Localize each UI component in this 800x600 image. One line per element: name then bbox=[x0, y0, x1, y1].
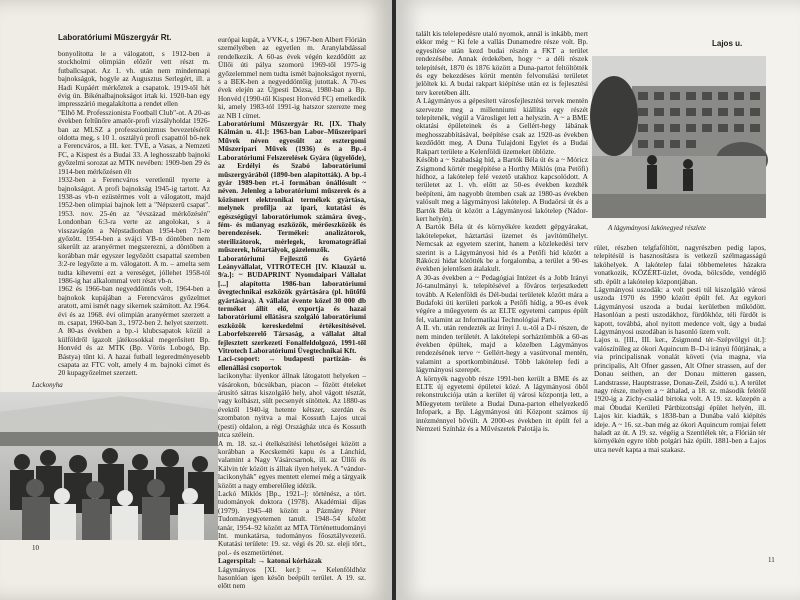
left-page bbox=[0, 0, 392, 600]
lacikonyha-photo-image bbox=[0, 392, 218, 540]
running-header: Laboratóriumi Műszergyár Rt. bbox=[58, 33, 172, 42]
paragraph: bonyolította le a válogatott, s 1912-ben a stockholmi olimpián előzőr vett részt m. futballcsapat. Az 1. vh. után nem mindennapi bajnokságok, hogyle az Augusztus Serlegért, ill. a Hadi Kupáért mérkőztek a csapatok. 1919-től hét évig ún. Bikénalbajnokságot írtak ki. 1920-ban egy impresszárió megalakította a rendet ellen bbox=[58, 49, 210, 109]
paragraph: A Bartók Béla út és környékére kezdett gépgyárakat, lakótelepeket, háztartási üzemet és javítóműhelyt. Nemcsak az egyetem szerint, hanem a közlekedési terv szerint is a Lágymányosi híd és a Petőfi híd között a Rákóczi hidat kötötték be a forgalomba, a terület a 90-es években jelentősen átalakult. bbox=[416, 222, 588, 274]
entry-laboratoriumi-muszergyar: Laboratóriumi Műszergyár Rt. [IX. Thaly Kálmán u. 41.]: 1963-ban Labor–Műszeripari Művek néven egyesült az esztergomi Műszeripari Művek (1936) és a Bp.-i Laboratóriumi Felszerelések Gyára (ügyelőde), az Erdélyi és Szabó laboratóriumi műszergyárából (1890-ben alapították). A bp.-i gyár 1989-ben rt.-i formában önállósult ~ néven. Jelenleg a laboratóriumi műszerek és a közismert elektronikai termékek gyártása, melynek profilja az ipari, kutatási és egészségügyi laboratóriumok számára üveg-, fém- és műanyag eszközök, mérőeszközök és berendezések. Termékei: analizátorok, sterilizátorok, mérlegek, kromatográfiai műszerek, hőtartályok, gázelemzők. bbox=[218, 119, 366, 255]
entry-laci-csoport: Laci-csoport: → budapesti partizán- és ellenállási csoportok bbox=[218, 354, 366, 372]
paragraph: 1962 és 1966-ban negyeddöntős volt, 1964-ben a bajnokok kupájában a Ferencváros győzelmet aratott, ami ismét nagy sikernek számított. Az 1964. évi és az 1968. évi olimpián aranyérmet szerzett a m. csapat, 1960-ban 3., 1972-ben 2. helyet szerzett. bbox=[58, 284, 210, 327]
paragraph: A 80-as években a bp.-i klubcsapatok közül a külföldről ígazolt játékosokkal megerősített Bp. Honvéd és az MTK (Bp. Vörös Lobogó, Bp. Bástya) tűnt ki. A hazai futball legeredményesebb csapata az FTC volt, amely 4 m. bajnoki címet és 20 kupagyőzelmet szerzett. bbox=[58, 326, 210, 378]
paragraph: A környék nagyobb része 1991-ben került a BME és az ELTE új egyetemi épületei közé. A lágymányosi öböl rekonstrukciója után a kerület új városi központja lett, a Műegyetem területe a Budai Duna-parton elhelyezkedő Infopark, a Bp. Lágymányosi úti Központ számos új intézménnyel bővült. A 2000-es években itt épült fel a Nemzeti Színház és a Művészetek Palotája is. bbox=[416, 373, 588, 434]
text-column-1 bbox=[416, 30, 588, 578]
paragraph: "Elhő M. Professzionista Football Club"-ot. A 20-as években feltűnőre amatőr-profi vizsályholdat 1926-ban az MLSZ a professzionizmus bevezetéséről oldotta meg, s 10 1. osztályú profi csapattól bő-nek a Ferencváros, a III. ker. TVE, a Vasas, a Nemzeti FC, a Kispest és a Budai 33. A leghosszabb bajnoki győzelmi sorozat az MTK nevében: 1909-ben 29 és 1914-ben mérkőzésen élt bbox=[58, 107, 210, 176]
lagymanyos-photo-image bbox=[592, 56, 766, 218]
page-number: 10 bbox=[32, 544, 39, 552]
photo-caption: A lágymányosi lakónegyed részlete bbox=[608, 224, 707, 232]
entry-lacko-miklos: Lackó Miklós [Bp., 1921–]: történész, a tört. tudományok doktora (1978). Akadémiai díjas (1979). 1945–48 között a Pázmány Péter Tudományegyetemen tanult. 1948–54 között tanár, 1954–92 között az MTA Történettudományi Int. munkatársa, tudományos főosztályvezető. Kutatási területe: 19. sz. végi és 20. sz. eleji tört., pol.- és eszmetörténet. bbox=[218, 488, 366, 557]
text-column-2 bbox=[218, 35, 366, 591]
paragraph: 1932-ben a Ferencváros veretlenül nyerte a bajnokságot. A profi bajnokság 1945-ig tartott. Az 1938-as vb-n ezüstérmes volt a válogatott, majd 1952-ben olimpiai bajnok lett a "Népszerű csapat". 1953. nov. 25-én az "évszázad mérkőzésén" Londonban 6:3-ra verte az angolokat, s a visszavágón a Népstadionban 1954-ben 7:1-re győzött. 1954-ben a svájci VB-n döntőben nem sikerült az aranyérmet megszerezni, a döntőben a korábban már egyszer legyőzött csapattal szemben 3:2-re legyőzte a m. válogatott. A m. – amelta sem tudta kihevemi ezt a vereséget, jóllehet 1958-tól 1986-ig hat alkalommal vett részt vb-n. bbox=[58, 175, 210, 285]
lagymanyos-photo bbox=[592, 56, 766, 218]
running-header: Lajos u. bbox=[712, 39, 743, 48]
paragraph: A II. vh. után rendezték az Irinyi J. u.-tól a D-i részen, de nem minden területét. A lakótelepi sorháztömbök a 60-as években épültek, majd a közelben Lágymányos rendezésének terve ~ Gellért-hegy a vasútvonal mentén, valamint a sportkombinátusé. Több lakótelep fedi a lágymányosi szerepét. bbox=[416, 323, 588, 375]
paragraph: talált kis telelepedésre utaló nyomok, annál is inkább, mert ekkor még ~ Ki fele a vallás Dunamedre része volt. Bp. egyesítése után kezd budai részén a FKT a terület rendezésébe. Annak érdekében, hogy ~ a déli részek telepítését, 1870 és 1876 között a Duna-partot feltöltötték és egy bekezdéses körút mentén felvonulási területet jelöltek ki. A budai rakpart kiépítése után ez is fejlesztési terv keretében állt. bbox=[416, 29, 588, 97]
entry-lagerspital: Lagerspital: → katonai kórházak bbox=[218, 556, 322, 566]
paragraph: Később a ~ Szabadság híd, a Bartók Béla út és a ~ Móricz Zsigmond körtér megépítése a Horthy Miklós (ma Petőfi) hídhoz, a lakótelep felé vezető utakhoz kapcsolódott. A területet az 1. vh. előtt az 50-es években kezdték beépíteni, ám nagyobb ütemben csak az 1980-as években valósult meg a lágymányosi lakótelep. A Budaörsi út és a Bartók Béla út között a Lágymányosi lakótelep (Nádor-kert helyén). bbox=[416, 155, 588, 223]
page-number: 11 bbox=[768, 556, 775, 564]
paragraph: A m. 18. sz.-i ételkészítési lehetőségei között a korábban a Kecskeméti kapu és a Lánchíd, valamint a Nagy Vásárcsarnok, ill. az Üllői és Kálvin tér között is álltak ilyen helyek. A "vándor-lacikonyhák" egyes mentett elemei még a tárgyaik között a nagy emberelőleg idézik. bbox=[218, 438, 366, 490]
text-column-2 bbox=[594, 244, 766, 574]
entry-lajos-u: Lajos u. [III., III. ker., Zsigmond tér–Szépvölgyi út.]: valószínűleg az ókori Aquincum B–D-i irányú főútjának, a via principalisnak vonalát követi (via magna, via principalis, Alt Ofner gassen, Alt Ofner strassen, auf der Donau seithen, an der Donau mitteren gassen, Landstrasse, Hauptstrasse, Donau-Zeil, Zsidó u.). A terület nagy része, melyen a ~ áthalad, a 18. sz. második felétől 1920-ig a Zichy-család birtoka volt. A 19. sz. közepén a mai Óbudai Kerületi Pártbizottsági épület helyén, ill. Lajos kir. kiadták, s 1838-ban a Dunába való kiépítés ideje. A ~ 16. sz.-ban még az ókori Aquincum romjai felett haladt az út. A 19. sz. végéig a Szentlélek tér, a Flórián tér környékén egyre több polgári ház épült. 1881-ben a Lajos utca nevét kapta a mai szakasz. bbox=[594, 335, 766, 454]
entry-vitrotech: Laboratóriumi Fejlesztő és Gyártó Leányvállalat, VITROTECH [IV. Klauzál u. 9/a.]: ~ BUDAPRINT Nyomdaipari Vállalat [...] alapította 1986-ban laboratóriumi üvegtechnikai eszközök gyártására (pl. hűtőfű gyártására). A vállalat évente közel 30 000 db terméket állít elő, exportja és hazai laboratóriumi ellátásra szolgáló laboratóriumi eszközök kereskedelmi értékesítésével. Laborfelszerelő Társaság, a vállalat által fejlesztett szerkezeti Fonalfeldolgozó, 1991-től Vitrotech Laboratóriumi Üvegtechnikai Kft. bbox=[218, 253, 366, 356]
entry-lagymanyos: Lágymányos [XI. ker.]: → Kelenföldhöz hasonlóan igen későn beépült terület. A 19. sz. előtt nem bbox=[218, 564, 366, 591]
text-column-1 bbox=[58, 49, 210, 378]
paragraph: rület, részben telgfaföltött, nagyrészben pedig lapos, telepítésül is hasznosításra is vetkezű szélmagasságú lakóhelyek. A lakótelep falai többemeletes házakra vonatkozik, KÖZÉRT-üzlet, óvoda, bölcsőde, vendéglő stb. épült a lakótelep központjában. bbox=[594, 243, 766, 286]
paragraph: A 30-as években a ~ Pedagógiai Intézet és a Jobb Irányi Jó-tanulmányi k. telepítésével a főváros terjeszkedett tovább. A Kelenföldi és Dél-budai területek között mára a Budafoki úti kerületi parkok a Petőfi hídig, a 90-es évek végére a műegyetem és az ELTE egyetemi campus épült fel, valamint az Informatikai Technológiai Park. bbox=[416, 272, 588, 324]
paragraph: A Lágymányos a gépesített városfejlesztési tervek mentén szervezte meg a millenniumi kiállítás egy részét telepítenék, végül a Városliget lett a helyszín. A ~ a BME oktatási épületeinek és a Gellért-hegy lábának meghosszabbításával, beépítése csak az 1920-as években kezdődött meg. A Duna Tulajdoni Egylet és a Budai Rakpart területe a Kelenföldi üzemeket öblözte. bbox=[416, 96, 588, 156]
right-page bbox=[396, 0, 800, 600]
photo-caption: Lackonyha bbox=[32, 381, 63, 389]
paragraph: európai kupát, a VVK-t, s 1967-ben Albert Flórián személyében az egyetlen m. Aranylabdással rendelkezik. A 60-as évek végén kezdődött az Üllői úti pálya szomorú 1969-től 1975-ig győzelemmel nem tudta ismét bajnokságot nyerni, s a BEK-ben a negyeddöntőig jutottak. A 70-es évek elején az Újpesti Dózsa, 1980-ban a Bp. Honvéd (1990-től Kispest Honvéd FC) emelkedik ki, amely 1983-tól 1991-ig hatszor szerezte meg az NB I címet. bbox=[218, 35, 366, 120]
entry-lagymanyosi-uszodak: Lágymányosi uszodák: a volt pesti túl kiszolgáló városi uszoda 1970 és 1990 között épült fel. Az egykori Lágymányosi uszoda a budai kerületben működött. Hasonlóan a pesti uszodákhoz, fürdőkhöz, téli fürdőt is kapott, továbbá, ahol nyitott medence volt, úgy a budai Lágymányosi uszodában is hasonló üzem volt. bbox=[594, 285, 766, 337]
lacikonyha-photo bbox=[0, 392, 218, 540]
entry-lacikonyha: lacikonyha: ilyenkor állnak látogatott helyeken – vásárokon, búcsúkban, piacon – főzött ételeket árusító sátras kiszolgáló hely, ahol vágott tésztát, vagy kolbászt, sült pecsenyét sütöttek. Az 1880-as évektől 1940-ig hetente kétszer, szerdán és szombaton nyitva a mai Kossuth Lajos utcai (pesti) oldalon, a régi Országház utca és Kossuth utca szélein. bbox=[218, 371, 366, 440]
